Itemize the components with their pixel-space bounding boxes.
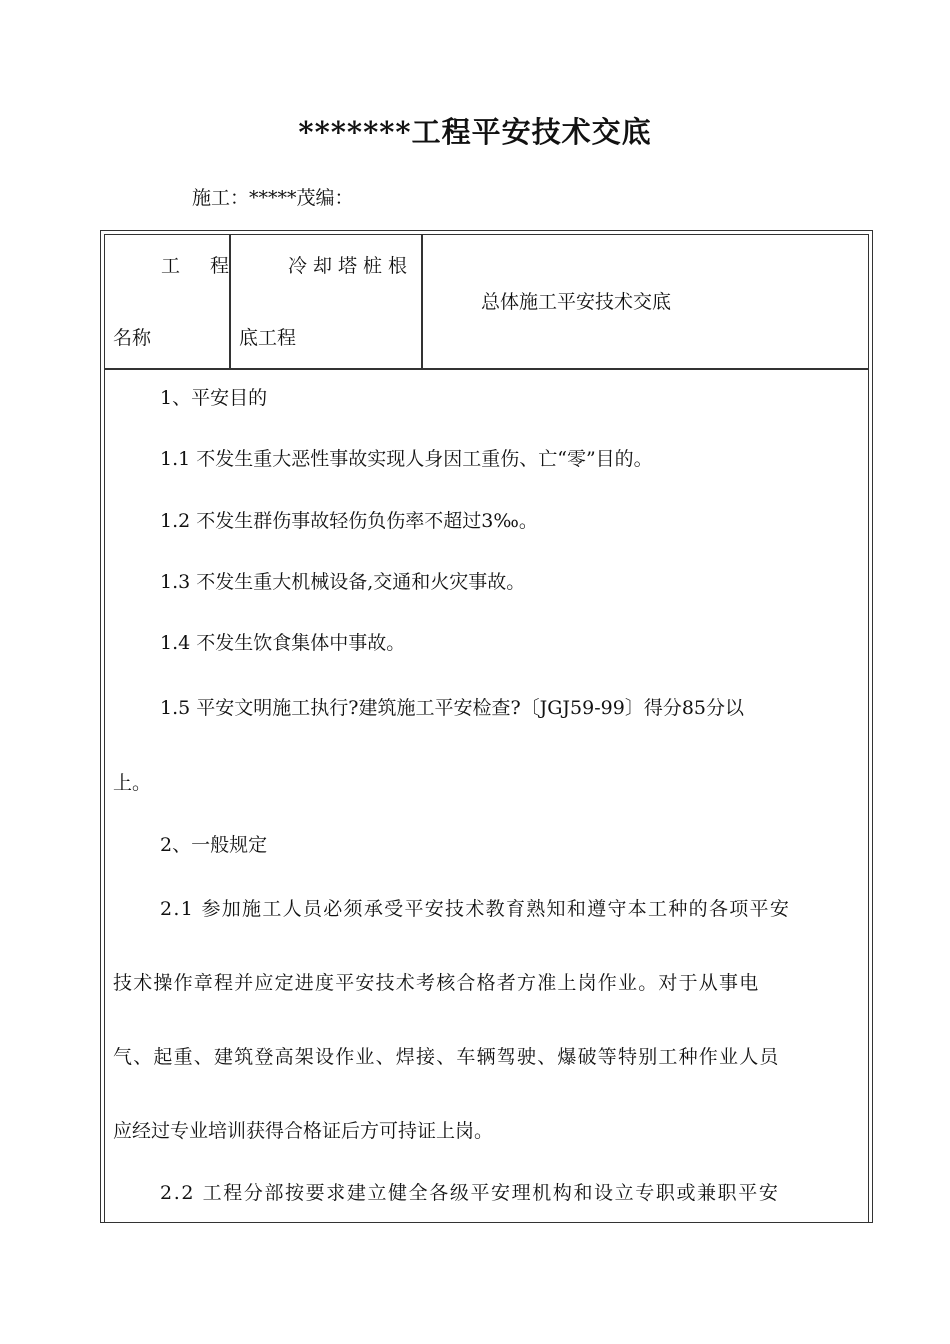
project-label-cell xyxy=(105,235,242,368)
content-line: 上。 xyxy=(113,772,152,794)
project-name-cell xyxy=(231,235,423,368)
content-line: 1.4 不发生饮食集体中事故。 xyxy=(160,632,406,654)
content-line: 1.1 不发生重大恶性事故实现人身因工重伤、亡“零”目的。 xyxy=(160,448,653,470)
section-heading: 1、平安目的 xyxy=(160,387,268,409)
author-line: 施工：*****茂编： xyxy=(192,187,354,209)
topic-cell xyxy=(423,235,868,368)
form-table xyxy=(100,230,873,1223)
topic-text: 总体施工平安技术交底 xyxy=(481,291,672,313)
content-line: 应经过专业培训获得合格证后方可持证上岗。 xyxy=(113,1120,494,1142)
document-title: *******工程平安技术交底 xyxy=(298,115,652,149)
content-line: 1.3 不发生重大机械设备,交通和火灾事故。 xyxy=(160,571,526,593)
content-area xyxy=(105,370,868,1222)
section-heading: 2、一般规定 xyxy=(160,834,268,856)
content-line: 技术操作章程并应定进度平安技术考核合格者方准上岗作业。对于从事电 xyxy=(113,972,760,994)
header-row xyxy=(105,235,868,370)
project-label-line2: 名称 xyxy=(113,327,152,349)
content-line: 1.5 平安文明施工执行?建筑施工平安检查?〔JGJ59-99〕得分85分以 xyxy=(160,697,744,719)
project-name-line1: 冷却塔桩根 xyxy=(288,255,414,277)
content-line: 气、起重、建筑登高架设作业、焊接、车辆驾驶、爆破等特别工种作业人员 xyxy=(113,1046,780,1068)
content-line: 1.2 不发生群伤事故轻伤负伤率不超过3‰。 xyxy=(160,510,538,532)
project-label-line1: 工 程 xyxy=(161,255,242,277)
form-table-inner xyxy=(104,234,869,1222)
project-name-line2: 底工程 xyxy=(239,327,297,349)
content-line: 2.2 工程分部按要求建立健全各级平安理机构和设立专职或兼职平安 xyxy=(160,1182,780,1204)
content-line: 2.1 参加施工人员必须承受平安技术教育熟知和遵守本工种的各项平安 xyxy=(160,898,791,920)
